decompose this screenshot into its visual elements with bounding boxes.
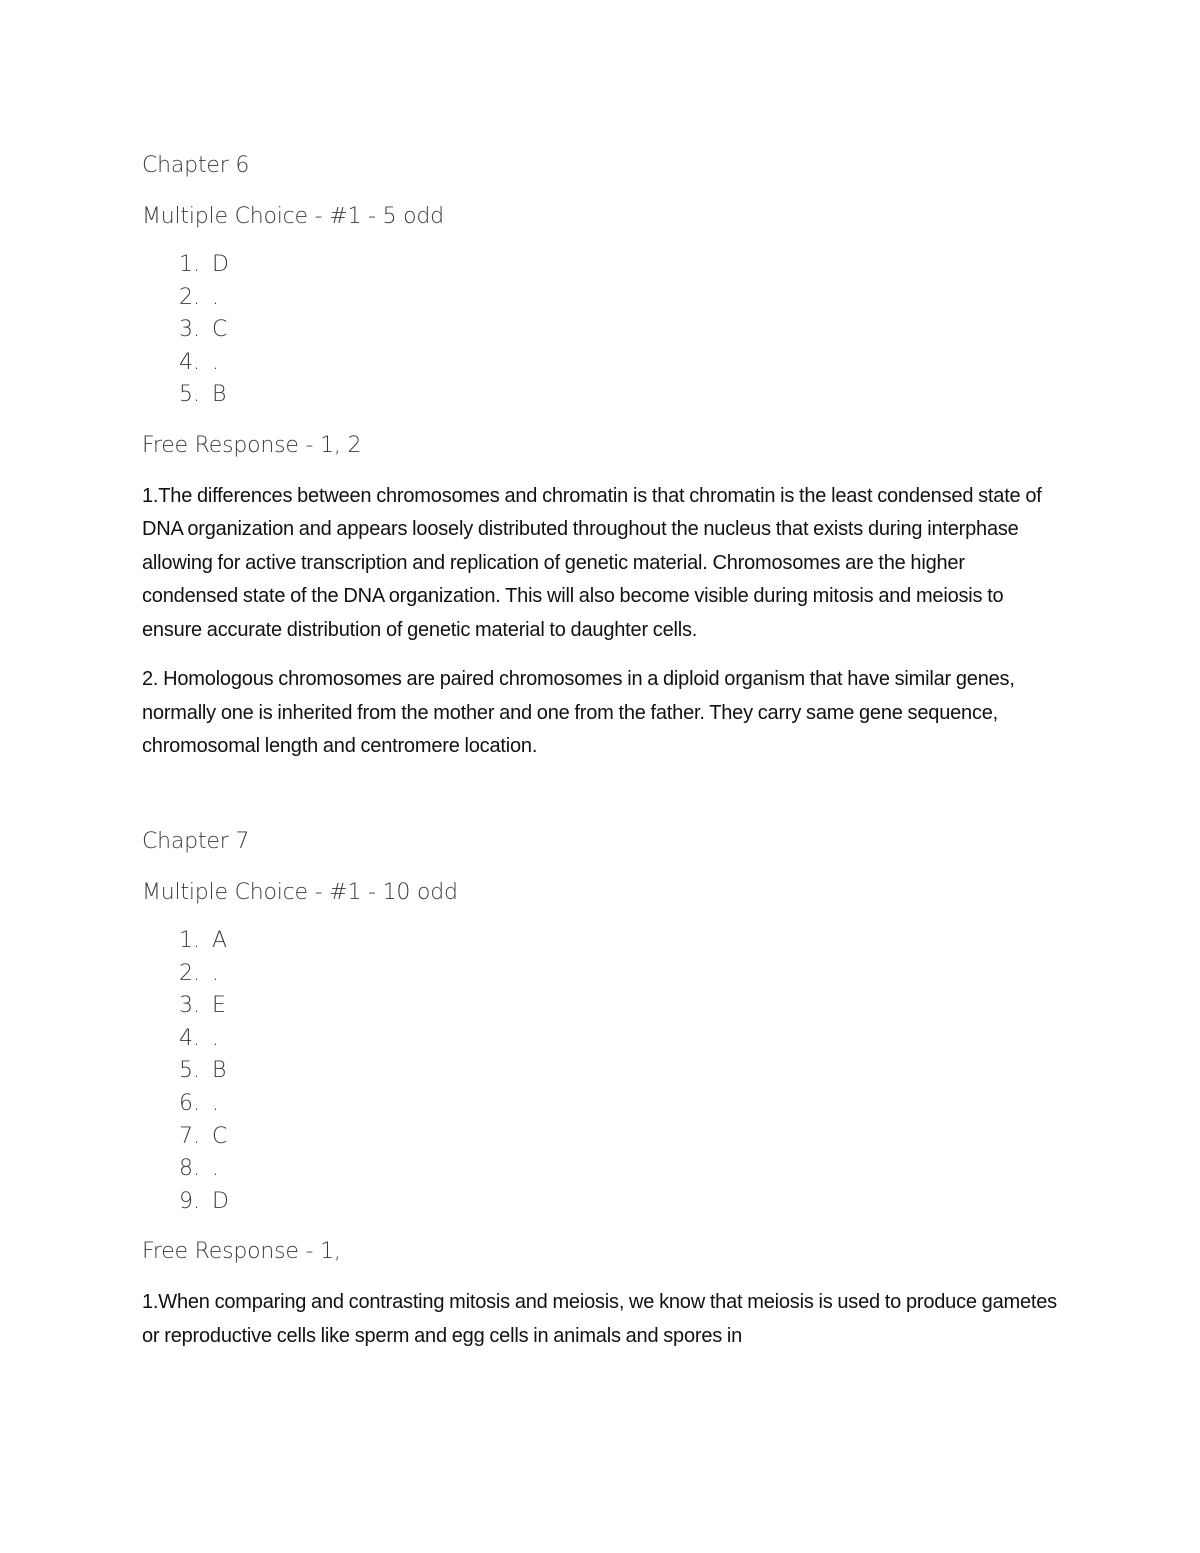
free-response-title: Free Response - 1, bbox=[142, 1239, 341, 1265]
answer-number: 3. bbox=[179, 993, 200, 1019]
chapter-title: Chapter 7 bbox=[142, 828, 250, 854]
answer-number: 8. bbox=[179, 1156, 200, 1182]
answer-item bbox=[142, 1055, 1062, 1088]
answer-number: 2. bbox=[179, 960, 200, 986]
answer-item bbox=[142, 925, 1062, 958]
answer-number: 5. bbox=[179, 382, 200, 408]
answer-number: 4. bbox=[179, 349, 200, 375]
chapter-title: Chapter 6 bbox=[142, 153, 250, 178]
answer-value: . bbox=[212, 1156, 219, 1182]
document-page bbox=[142, 150, 1062, 1353]
answer-value: . bbox=[212, 1090, 219, 1116]
answer-number: 7. bbox=[179, 1123, 200, 1149]
answer-value: C bbox=[212, 317, 228, 343]
answer-list bbox=[142, 249, 1062, 412]
answer-number: 3. bbox=[179, 317, 200, 343]
answer-value: E bbox=[212, 993, 226, 1019]
answer-number: 9. bbox=[179, 1188, 200, 1214]
free-response-answer: 1.The differences between chromosomes and chromatin is that chromatin is the least condensed state of DNA organization and appears loosely distributed throughout the nucleus that exists during interphase allowing for active transcription and replication of genetic material. Chromosomes are the higher condensed state of the DNA organization. This will also become visible during mitosis and meiosis to ensure accurate distribution of genetic material to daughter cells. bbox=[142, 484, 1042, 641]
multiple-choice-title: Multiple Choice - #1 - 10 odd bbox=[142, 879, 458, 905]
answer-number: 4. bbox=[179, 1025, 200, 1051]
answer-value: . bbox=[212, 1025, 219, 1051]
answer-value: C bbox=[212, 1123, 228, 1149]
answer-item bbox=[142, 379, 1062, 412]
answer-item bbox=[142, 1121, 1062, 1154]
answer-item bbox=[142, 990, 1062, 1023]
answer-item bbox=[142, 249, 1062, 282]
answer-value: . bbox=[212, 349, 219, 375]
answer-item bbox=[142, 958, 1062, 991]
answer-item bbox=[142, 1023, 1062, 1056]
free-response-title: Free Response - 1, 2 bbox=[142, 432, 362, 458]
answer-number: 6. bbox=[179, 1090, 200, 1116]
answer-value: B bbox=[212, 1058, 227, 1084]
answer-item bbox=[142, 282, 1062, 315]
free-response-answer: 2. Homologous chromosomes are paired chromosomes in a diploid organism that have similar genes, normally one is inherited from the mother and one from the father. They carry same gene sequence, chromosomal length and centromere location. bbox=[142, 668, 1015, 758]
answer-value: D bbox=[212, 1188, 229, 1214]
answer-number: 5. bbox=[179, 1058, 200, 1084]
answer-value: B bbox=[212, 382, 227, 408]
chapter-7-section bbox=[142, 826, 1062, 1353]
multiple-choice-title: Multiple Choice - #1 - 5 odd bbox=[142, 204, 444, 229]
answer-value: D bbox=[212, 252, 229, 277]
section-gap bbox=[142, 764, 1062, 826]
free-response-answer: 1.When comparing and contrasting mitosis and meiosis, we know that meiosis is used to produce gametes or reproductive cells like sperm and egg cells in animals and spores in bbox=[142, 1291, 1057, 1347]
chapter-6-section bbox=[142, 150, 1062, 764]
answer-item bbox=[142, 1186, 1062, 1219]
answer-item bbox=[142, 1088, 1062, 1121]
answer-number: 1. bbox=[179, 927, 200, 953]
answer-item bbox=[142, 347, 1062, 380]
answer-number: 1. bbox=[179, 252, 200, 277]
answer-list bbox=[142, 925, 1062, 1218]
answer-value: A bbox=[212, 927, 228, 953]
answer-item bbox=[142, 314, 1062, 347]
answer-number: 2. bbox=[179, 284, 200, 310]
answer-value: . bbox=[212, 960, 219, 986]
answer-value: . bbox=[212, 284, 219, 310]
answer-item bbox=[142, 1153, 1062, 1186]
